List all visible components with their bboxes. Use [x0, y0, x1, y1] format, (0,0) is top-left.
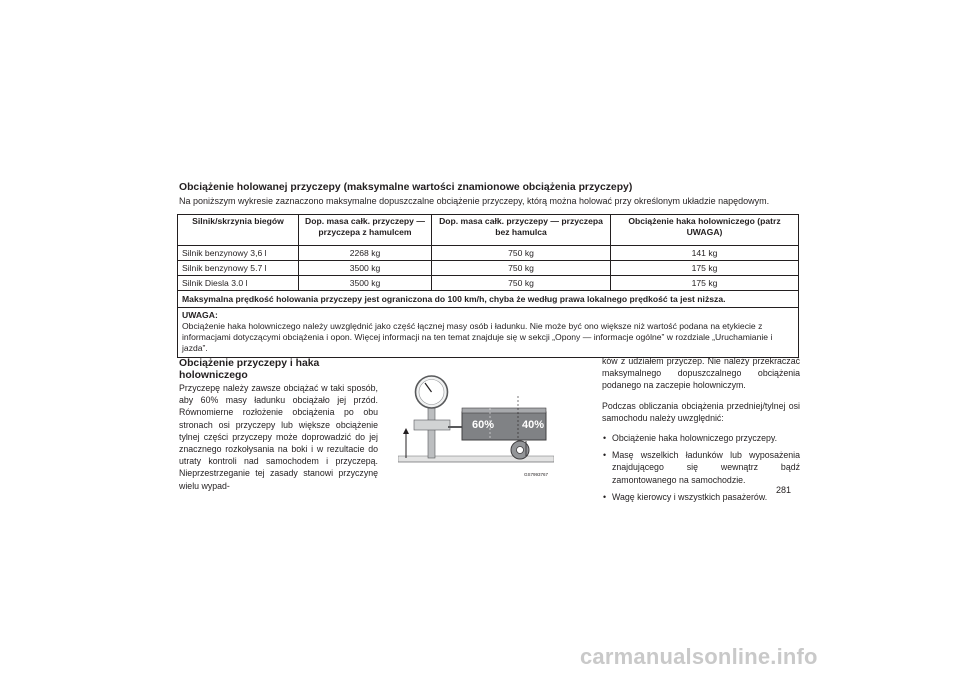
bullet-list: [602, 432, 800, 503]
cell-unbraked: 750 kg: [432, 261, 611, 276]
list-item: • Wagę kierowcy i wszystkich pasażerów.: [602, 491, 800, 503]
figure-code: GS7993767: [524, 472, 549, 477]
page-subtitle: Na poniższym wykresie zaznaczono maksymalne dopuszczalne obciążenie przyczepy, którą można holować przy określonym układzie napędowym.: [179, 196, 770, 206]
towing-table: [177, 214, 799, 358]
scale-gauge-icon: [414, 376, 450, 458]
cell-braked: 2268 kg: [299, 246, 432, 261]
right-column: [602, 355, 800, 508]
list-item: • Obciążenie haka holowniczego przyczepy.: [602, 432, 800, 444]
cell-engine: Silnik Diesla 3.0 l: [178, 276, 299, 291]
max-speed-note: Maksymalna prędkość holowania przyczepy jest ograniczona do 100 km/h, chyba że według prawa lokalnego prędkość ta jest niższa.: [178, 291, 799, 308]
cell-braked: 3500 kg: [299, 276, 432, 291]
trailer-load-illustration: [398, 372, 554, 480]
cell-unbraked: 750 kg: [432, 276, 611, 291]
section-title: Obciążenie przyczepy i haka holowniczego: [179, 358, 320, 381]
front-load-percent: 60%: [472, 419, 495, 431]
table-row: [178, 276, 799, 291]
cell-engine: Silnik benzynowy 5.7 l: [178, 261, 299, 276]
cell-unbraked: 750 kg: [432, 246, 611, 261]
intro-paragraph: Podczas obliczania obciążenia przedniej/tylnej osi samochodu należy uwzględnić:: [602, 400, 800, 423]
table-header-row: [178, 215, 799, 246]
section-body: Przyczepę należy zawsze obciążać w taki sposób, aby 60% masy ładunku obciążało jej przód. Równomierne rozłożenie obciążenia po obu stronach osi przyczepy lub większe obciążenie tylnej części przyczepy może doprowadzić do jej znacznego rozkołysania na boki i w rezultacie do utraty kontroli nad samochodem i przyczepą. Nieprzestrzeganie tej zasady stanowi przyczynę wielu wypad-: [179, 383, 378, 491]
header-tongue-load: Obciążenie haka holowniczego (patrz UWAGA): [611, 215, 799, 246]
rear-load-percent: 40%: [522, 419, 545, 431]
cell-tongue: 141 kg: [611, 246, 799, 261]
cell-tongue: 175 kg: [611, 276, 799, 291]
page-title: Obciążenie holowanej przyczepy (maksymalne wartości znamionowe obciążenia przyczepy): [179, 182, 633, 193]
note-text: Obciążenie haka holowniczego należy uwzględnić jako część łącznej masy osób i ładunku. Nie może być ono większe niż wartość podana na etykiecie z informacjami dotyczącymi obciążenia i opon. Więcej informacji na ten temat znajduje się w sekcji „Opony — informacje ogólne” w rozdziale „Uruchamianie i jazda”.: [182, 321, 773, 353]
list-item: • Masę wszelkich ładunków lub wyposażenia znajdującego się wewnątrz bądź zamontowanego na samochodzie.: [602, 449, 800, 486]
table-row: [178, 261, 799, 276]
cell-braked: 3500 kg: [299, 261, 432, 276]
watermark: carmanualsonline.info: [580, 644, 818, 669]
cell-tongue: 175 kg: [611, 261, 799, 276]
continued-paragraph: ków z udziałem przyczep. Nie należy przekraczać maksymalnego dopuszczalnego obciążenia podanego na zaczepie holowniczym.: [602, 356, 800, 391]
header-engine: Silnik/skrzynia biegów: [178, 215, 299, 246]
header-braked: Dop. masa całk. przyczepy — przyczepa z hamulcem: [299, 215, 432, 246]
note-row: [178, 308, 799, 358]
cell-engine: Silnik benzynowy 3,6 l: [178, 246, 299, 261]
page-number: 281: [776, 485, 792, 495]
table-row: [178, 246, 799, 261]
max-speed-row: [178, 291, 799, 308]
up-arrow-icon: [403, 428, 409, 458]
note-label: UWAGA:: [182, 310, 218, 320]
note-cell: [178, 308, 799, 358]
header-unbraked: Dop. masa całk. przyczepy — przyczepa bez hamulca: [432, 215, 611, 246]
